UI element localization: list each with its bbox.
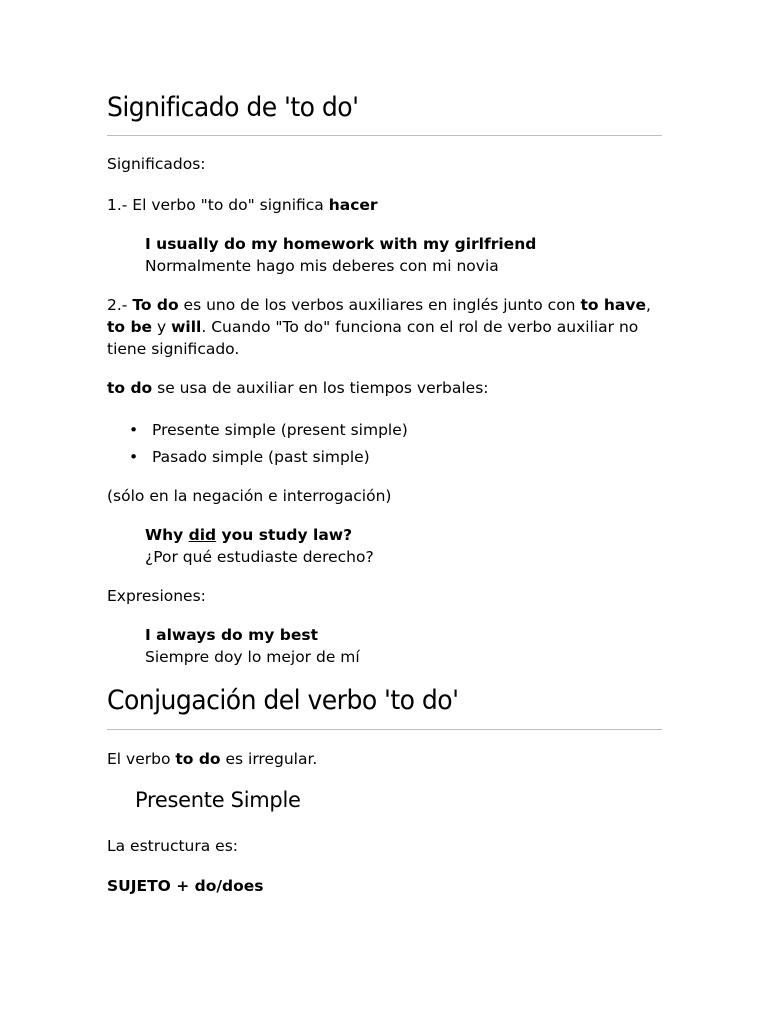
aux-bold: to do xyxy=(107,379,153,397)
paragraph-item-1 xyxy=(107,194,662,216)
example-3 xyxy=(145,624,360,668)
item-2-text-4: . Cuando "To do" funciona con el rol de verbo auxiliar no tiene significado. xyxy=(107,318,639,358)
item-2-bold-1: To do xyxy=(132,296,179,314)
paragraph-aux xyxy=(107,377,662,399)
heading-divider xyxy=(107,135,662,136)
example-1 xyxy=(145,233,536,277)
example-1-spanish: Normalmente hago mis deberes con mi novia xyxy=(145,257,499,275)
irregular-bold: to do xyxy=(175,750,221,768)
paragraph-structure xyxy=(107,875,662,897)
tenses-list xyxy=(107,417,408,471)
item-1-text: 1.- El verbo "to do" significa xyxy=(107,196,329,214)
heading-divider xyxy=(107,729,662,730)
subheading-presente-simple: Presente Simple xyxy=(135,788,301,812)
example-1-english: I usually do my homework with my girlfriend xyxy=(145,235,537,253)
example-2 xyxy=(145,524,374,568)
paragraph-note: (sólo en la negación e interrogación) xyxy=(107,487,392,505)
paragraph-significados-label: Significados: xyxy=(107,155,206,173)
item-2-bold-2: to have xyxy=(580,296,647,314)
paragraph-irregular: El verbo to do es irregular. xyxy=(107,750,318,768)
example-3-spanish: Siempre doy lo mejor de mí xyxy=(145,648,360,666)
list-item xyxy=(107,444,408,471)
heading-significado: Significado de 'to do' xyxy=(107,92,359,123)
paragraph-item-2 xyxy=(107,294,662,360)
paragraph-structure-label: La estructura es: xyxy=(107,837,239,855)
item-2-prefix: 2.- xyxy=(107,296,133,314)
example-3-english: I always do my best xyxy=(145,626,318,644)
aux-text: se usa de auxiliar en los tiempos verbales: xyxy=(152,379,489,397)
item-1-bold: hacer xyxy=(328,196,378,214)
item-2-text-3: y xyxy=(152,318,172,336)
structure-bold: SUJETO + do/does xyxy=(107,877,264,895)
item-2-bold-4: will xyxy=(171,318,202,336)
paragraph-expressions-label: Expresiones: xyxy=(107,587,206,605)
list-item-text: Presente simple (present simple) xyxy=(152,421,408,439)
heading-conjugacion: Conjugación del verbo 'to do' xyxy=(107,685,459,716)
underlined-did: did xyxy=(188,526,217,544)
list-item xyxy=(107,417,408,444)
example-2-english: Why did you study law? xyxy=(145,526,353,544)
example-2-spanish: ¿Por qué estudiaste derecho? xyxy=(145,548,374,566)
bullet-icon: • xyxy=(129,448,139,466)
bullet-icon: • xyxy=(129,421,139,439)
item-2-bold-3: to be xyxy=(107,318,153,336)
list-item-text: Pasado simple (past simple) xyxy=(152,448,370,466)
item-2-text-1: es uno de los verbos auxiliares en inglés junto con xyxy=(178,296,581,314)
item-2-text-2: , xyxy=(646,296,651,314)
